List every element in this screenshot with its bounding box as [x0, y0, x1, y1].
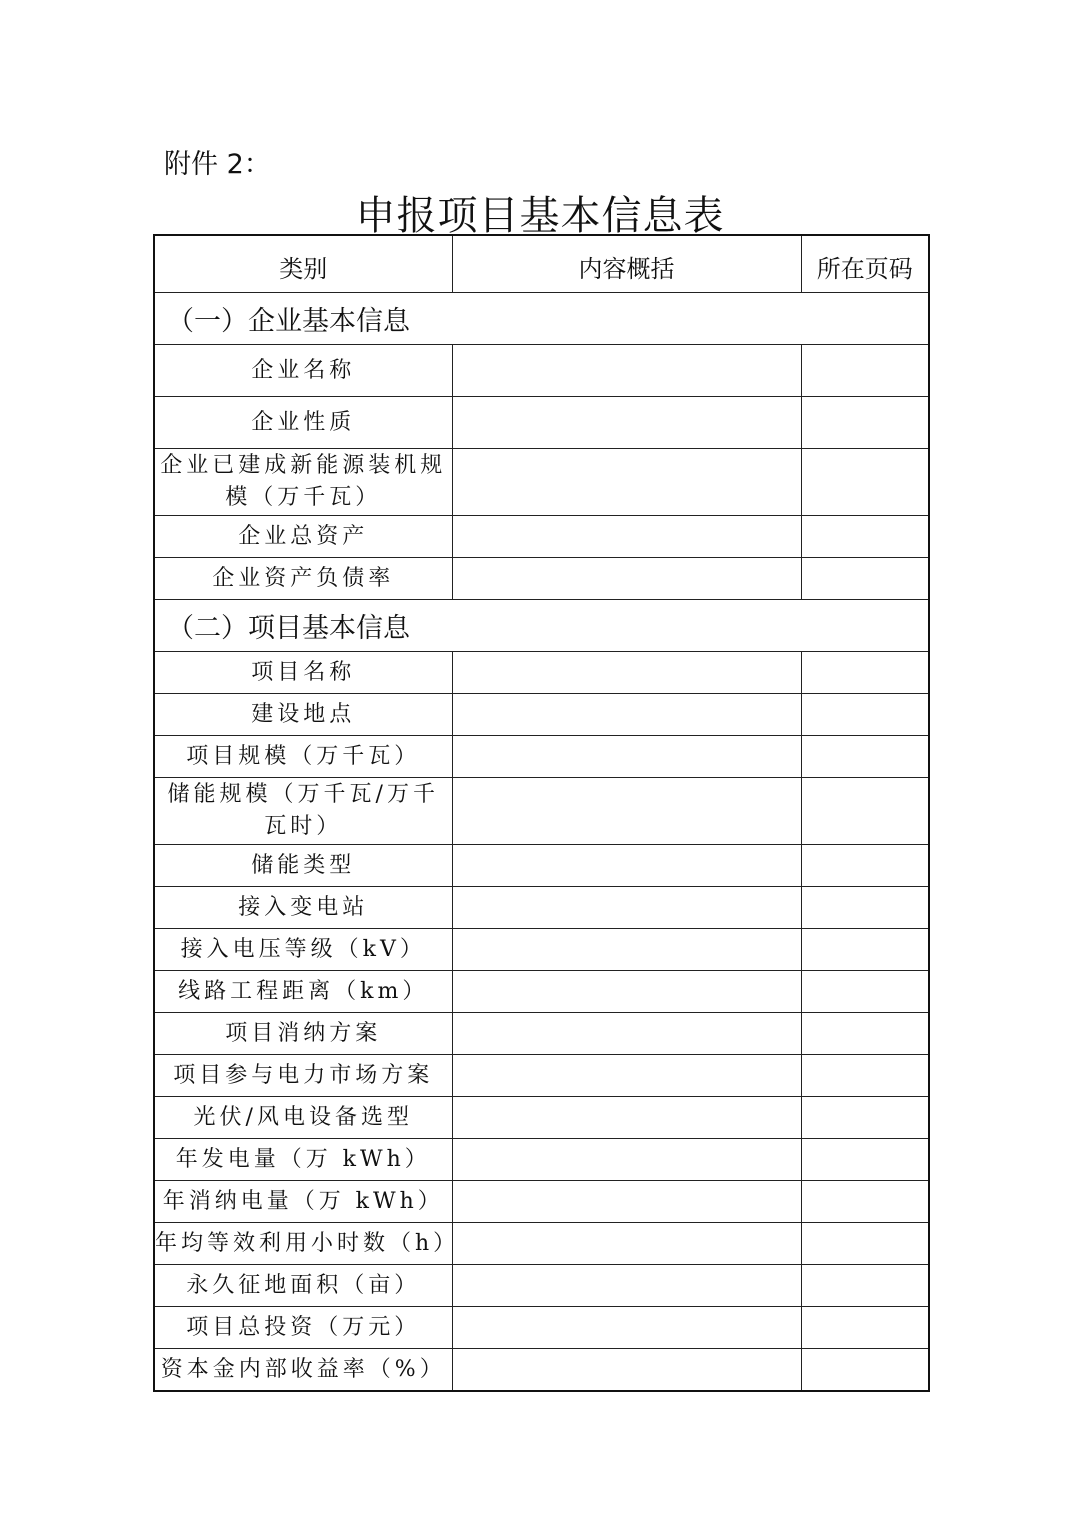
content-cell — [452, 449, 801, 516]
table-row — [154, 449, 929, 516]
page-cell — [801, 1013, 929, 1055]
table-row — [154, 887, 929, 929]
content-cell — [452, 652, 801, 694]
page-cell — [801, 1055, 929, 1097]
table-header-row — [154, 235, 929, 293]
table-row — [154, 1307, 929, 1349]
table-row — [154, 1349, 929, 1392]
content-cell — [452, 1181, 801, 1223]
content-cell — [452, 845, 801, 887]
table-row — [154, 516, 929, 558]
row-label: 资本金内部收益率（%） — [154, 1349, 452, 1392]
content-cell — [452, 971, 801, 1013]
page-cell — [801, 694, 929, 736]
content-cell — [452, 397, 801, 449]
page-cell — [801, 778, 929, 845]
page-cell — [801, 887, 929, 929]
table-row — [154, 778, 929, 845]
page-cell — [801, 449, 929, 516]
page-cell — [801, 1181, 929, 1223]
content-cell — [452, 558, 801, 600]
table-row — [154, 397, 929, 449]
page-cell — [801, 1349, 929, 1392]
page-cell — [801, 652, 929, 694]
page-cell — [801, 397, 929, 449]
page-cell — [801, 971, 929, 1013]
content-cell — [452, 1265, 801, 1307]
row-label: 企业名称 — [154, 345, 452, 397]
row-label: 年发电量（万 kWh） — [154, 1139, 452, 1181]
row-label: 项目参与电力市场方案 — [154, 1055, 452, 1097]
table-row — [154, 1055, 929, 1097]
row-label: 永久征地面积（亩） — [154, 1265, 452, 1307]
table-row — [154, 1139, 929, 1181]
table-row — [154, 1097, 929, 1139]
row-label: 建设地点 — [154, 694, 452, 736]
page-cell — [801, 345, 929, 397]
page-cell — [801, 736, 929, 778]
table-row — [154, 1223, 929, 1265]
page-cell — [801, 1223, 929, 1265]
row-label: 项目名称 — [154, 652, 452, 694]
row-label: 光伏/风电设备选型 — [154, 1097, 452, 1139]
page-cell — [801, 1265, 929, 1307]
table-row — [154, 345, 929, 397]
row-label: 项目消纳方案 — [154, 1013, 452, 1055]
content-cell — [452, 1013, 801, 1055]
section-row — [154, 293, 929, 345]
table-row — [154, 558, 929, 600]
row-label: 接入电压等级（kV） — [154, 929, 452, 971]
table-row — [154, 845, 929, 887]
table-row — [154, 971, 929, 1013]
section-row — [154, 600, 929, 652]
content-cell — [452, 516, 801, 558]
content-cell — [452, 929, 801, 971]
row-label: 项目总投资（万元） — [154, 1307, 452, 1349]
page-cell — [801, 929, 929, 971]
content-cell — [452, 345, 801, 397]
page-cell — [801, 1307, 929, 1349]
project-info-table — [153, 234, 930, 1392]
table-row — [154, 1265, 929, 1307]
table-row — [154, 736, 929, 778]
document-title: 申报项目基本信息表 — [355, 193, 725, 239]
content-cell — [452, 694, 801, 736]
column-header-content-summary: 内容概括 — [452, 235, 801, 293]
row-label: 项目规模（万千瓦） — [154, 736, 452, 778]
content-cell — [452, 1349, 801, 1392]
content-cell — [452, 778, 801, 845]
column-header-category: 类别 — [154, 235, 452, 293]
content-cell — [452, 1055, 801, 1097]
table-row — [154, 1181, 929, 1223]
content-cell — [452, 1139, 801, 1181]
table-row — [154, 694, 929, 736]
row-label: 企业资产负债率 — [154, 558, 452, 600]
table-row — [154, 1013, 929, 1055]
table-row — [154, 652, 929, 694]
row-label: 年均等效利用小时数（h） — [154, 1223, 452, 1265]
page-cell — [801, 1097, 929, 1139]
content-cell — [452, 1097, 801, 1139]
page-cell — [801, 516, 929, 558]
row-label: 线路工程距离（km） — [154, 971, 452, 1013]
content-cell — [452, 887, 801, 929]
attachment-label: 附件 2： — [164, 149, 271, 180]
section-heading-project: （二）项目基本信息 — [154, 600, 929, 652]
page-cell — [801, 558, 929, 600]
row-label: 年消纳电量（万 kWh） — [154, 1181, 452, 1223]
table-row — [154, 929, 929, 971]
row-label: 企业已建成新能源装机规模（万千瓦） — [154, 449, 452, 516]
row-label: 企业性质 — [154, 397, 452, 449]
page-cell — [801, 845, 929, 887]
page-cell — [801, 1139, 929, 1181]
content-cell — [452, 1307, 801, 1349]
section-heading-enterprise: （一）企业基本信息 — [154, 293, 929, 345]
content-cell — [452, 736, 801, 778]
content-cell — [452, 1223, 801, 1265]
column-header-page-number: 所在页码 — [801, 235, 929, 293]
row-label: 接入变电站 — [154, 887, 452, 929]
row-label: 企业总资产 — [154, 516, 452, 558]
row-label: 储能规模（万千瓦/万千瓦时） — [154, 778, 452, 845]
row-label: 储能类型 — [154, 845, 452, 887]
